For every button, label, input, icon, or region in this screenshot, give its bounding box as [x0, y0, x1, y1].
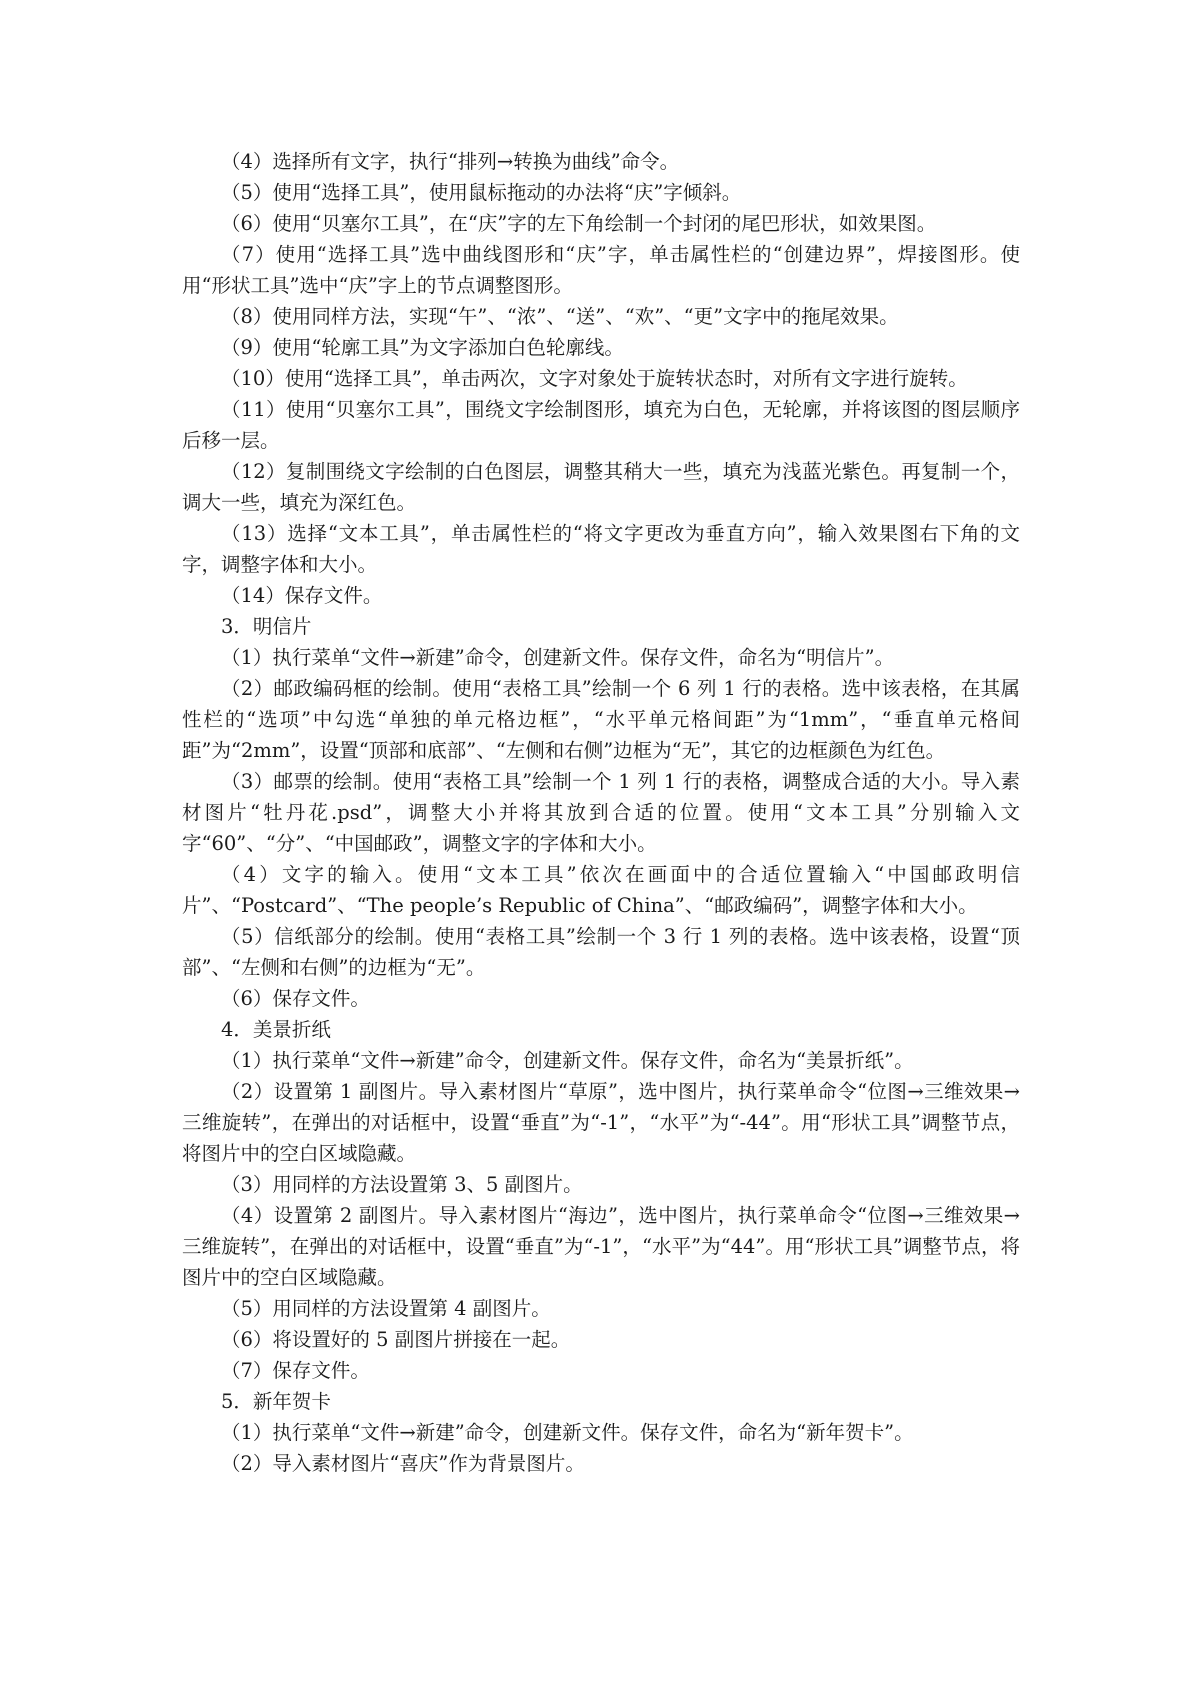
origami-step-1: （1）执行菜单“文件→新建”命令，创建新文件。保存文件，命名为“美景折纸”。	[221, 1049, 914, 1072]
card-step-2: （2）导入素材图片“喜庆”作为背景图片。	[221, 1452, 585, 1475]
step-7-weld-shapes: （7）使用“选择工具”选中曲线图形和“庆”字，单击属性栏的“创建边界”，焊接图形。使用“形状工具”选中“庆”字上的节点调整图形。	[182, 243, 1020, 297]
postcard-step-4: （4）文字的输入。使用“文本工具”依次在画面中的合适位置输入“中国邮政明信片”、“Postcard”、“The people’s Republic of China”、“邮政编码”，调整字体和大小。	[182, 863, 1020, 917]
origami-step-4: （4）设置第 2 副图片。导入素材图片“海边”，选中图片，执行菜单命令“位图→三维效果→三维旋转”，在弹出的对话框中，设置“垂直”为“-1”，“水平”为“44”。用“形状工具”调整节点，将图片中的空白区域隐藏。	[182, 1204, 1020, 1289]
postcard-step-3: （3）邮票的绘制。使用“表格工具”绘制一个 1 列 1 行的表格，调整成合适的大小。导入素材图片“牡丹花.psd”，调整大小并将其放到合适的位置。使用“文本工具”分别输入文字“60”、“分”、“中国邮政”，调整文字的字体和大小。	[182, 770, 1020, 855]
step-5-skew-character: （5）使用“选择工具”，使用鼠标拖动的办法将“庆”字倾斜。	[221, 181, 742, 204]
origami-step-3: （3）用同样的方法设置第 3、5 副图片。	[221, 1173, 583, 1196]
step-11-white-shape: （11）使用“贝塞尔工具”，围绕文字绘制图形，填充为白色，无轮廓，并将该图的图层顺序后移一层。	[182, 398, 1020, 452]
step-10-rotate-text: （10）使用“选择工具”，单击两次，文字对象处于旋转状态时，对所有文字进行旋转。	[221, 367, 968, 390]
section-heading-postcard: 3．明信片	[221, 615, 312, 638]
step-6-draw-tail: （6）使用“贝塞尔工具”，在“庆”字的左下角绘制一个封闭的尾巴形状，如效果图。	[221, 212, 937, 235]
origami-step-2: （2）设置第 1 副图片。导入素材图片“草原”，选中图片，执行菜单命令“位图→三维效果→三维旋转”，在弹出的对话框中，设置“垂直”为“-1”，“水平”为“-44”。用“形状工具”调整节点，将图片中的空白区域隐藏。	[182, 1080, 1020, 1165]
origami-step-5: （5）用同样的方法设置第 4 副图片。	[221, 1297, 551, 1320]
card-step-1: （1）执行菜单“文件→新建”命令，创建新文件。保存文件，命名为“新年贺卡”。	[221, 1421, 914, 1444]
step-8-tail-effects: （8）使用同样方法，实现“午”、“浓”、“送”、“欢”、“更”文字中的拖尾效果。	[221, 305, 899, 328]
origami-step-7: （7）保存文件。	[221, 1359, 370, 1382]
step-4-convert-to-curves: （4）选择所有文字，执行“排列→转换为曲线”命令。	[221, 150, 680, 173]
postcard-step-2: （2）邮政编码框的绘制。使用“表格工具”绘制一个 6 列 1 行的表格。选中该表格，在其属性栏的“选项”中勾选“单独的单元格边框”，“水平单元格间距”为“1mm”，“垂直单元格间距”为“2mm”，设置“顶部和底部”、“左侧和右侧”边框为“无”，其它的边框颜色为红色。	[182, 677, 1020, 762]
step-12-copy-layers: （12）复制围绕文字绘制的白色图层，调整其稍大一些，填充为浅蓝光紫色。再复制一个，调大一些，填充为深红色。	[182, 460, 1020, 514]
document-page	[182, 146, 1020, 1479]
step-14-save-file: （14）保存文件。	[221, 584, 383, 607]
postcard-step-1: （1）执行菜单“文件→新建”命令，创建新文件。保存文件，命名为“明信片”。	[221, 646, 895, 669]
step-9-outline: （9）使用“轮廓工具”为文字添加白色轮廓线。	[221, 336, 624, 359]
section-heading-new-year-card: 5．新年贺卡	[221, 1390, 331, 1413]
step-13-vertical-text: （13）选择“文本工具”，单击属性栏的“将文字更改为垂直方向”，输入效果图右下角的文字，调整字体和大小。	[182, 522, 1020, 576]
postcard-step-6: （6）保存文件。	[221, 987, 370, 1010]
section-heading-origami: 4．美景折纸	[221, 1018, 331, 1041]
postcard-step-5: （5）信纸部分的绘制。使用“表格工具”绘制一个 3 行 1 列的表格。选中该表格，设置“顶部”、“左侧和右侧”的边框为“无”。	[182, 925, 1020, 979]
origami-step-6: （6）将设置好的 5 副图片拼接在一起。	[221, 1328, 571, 1351]
